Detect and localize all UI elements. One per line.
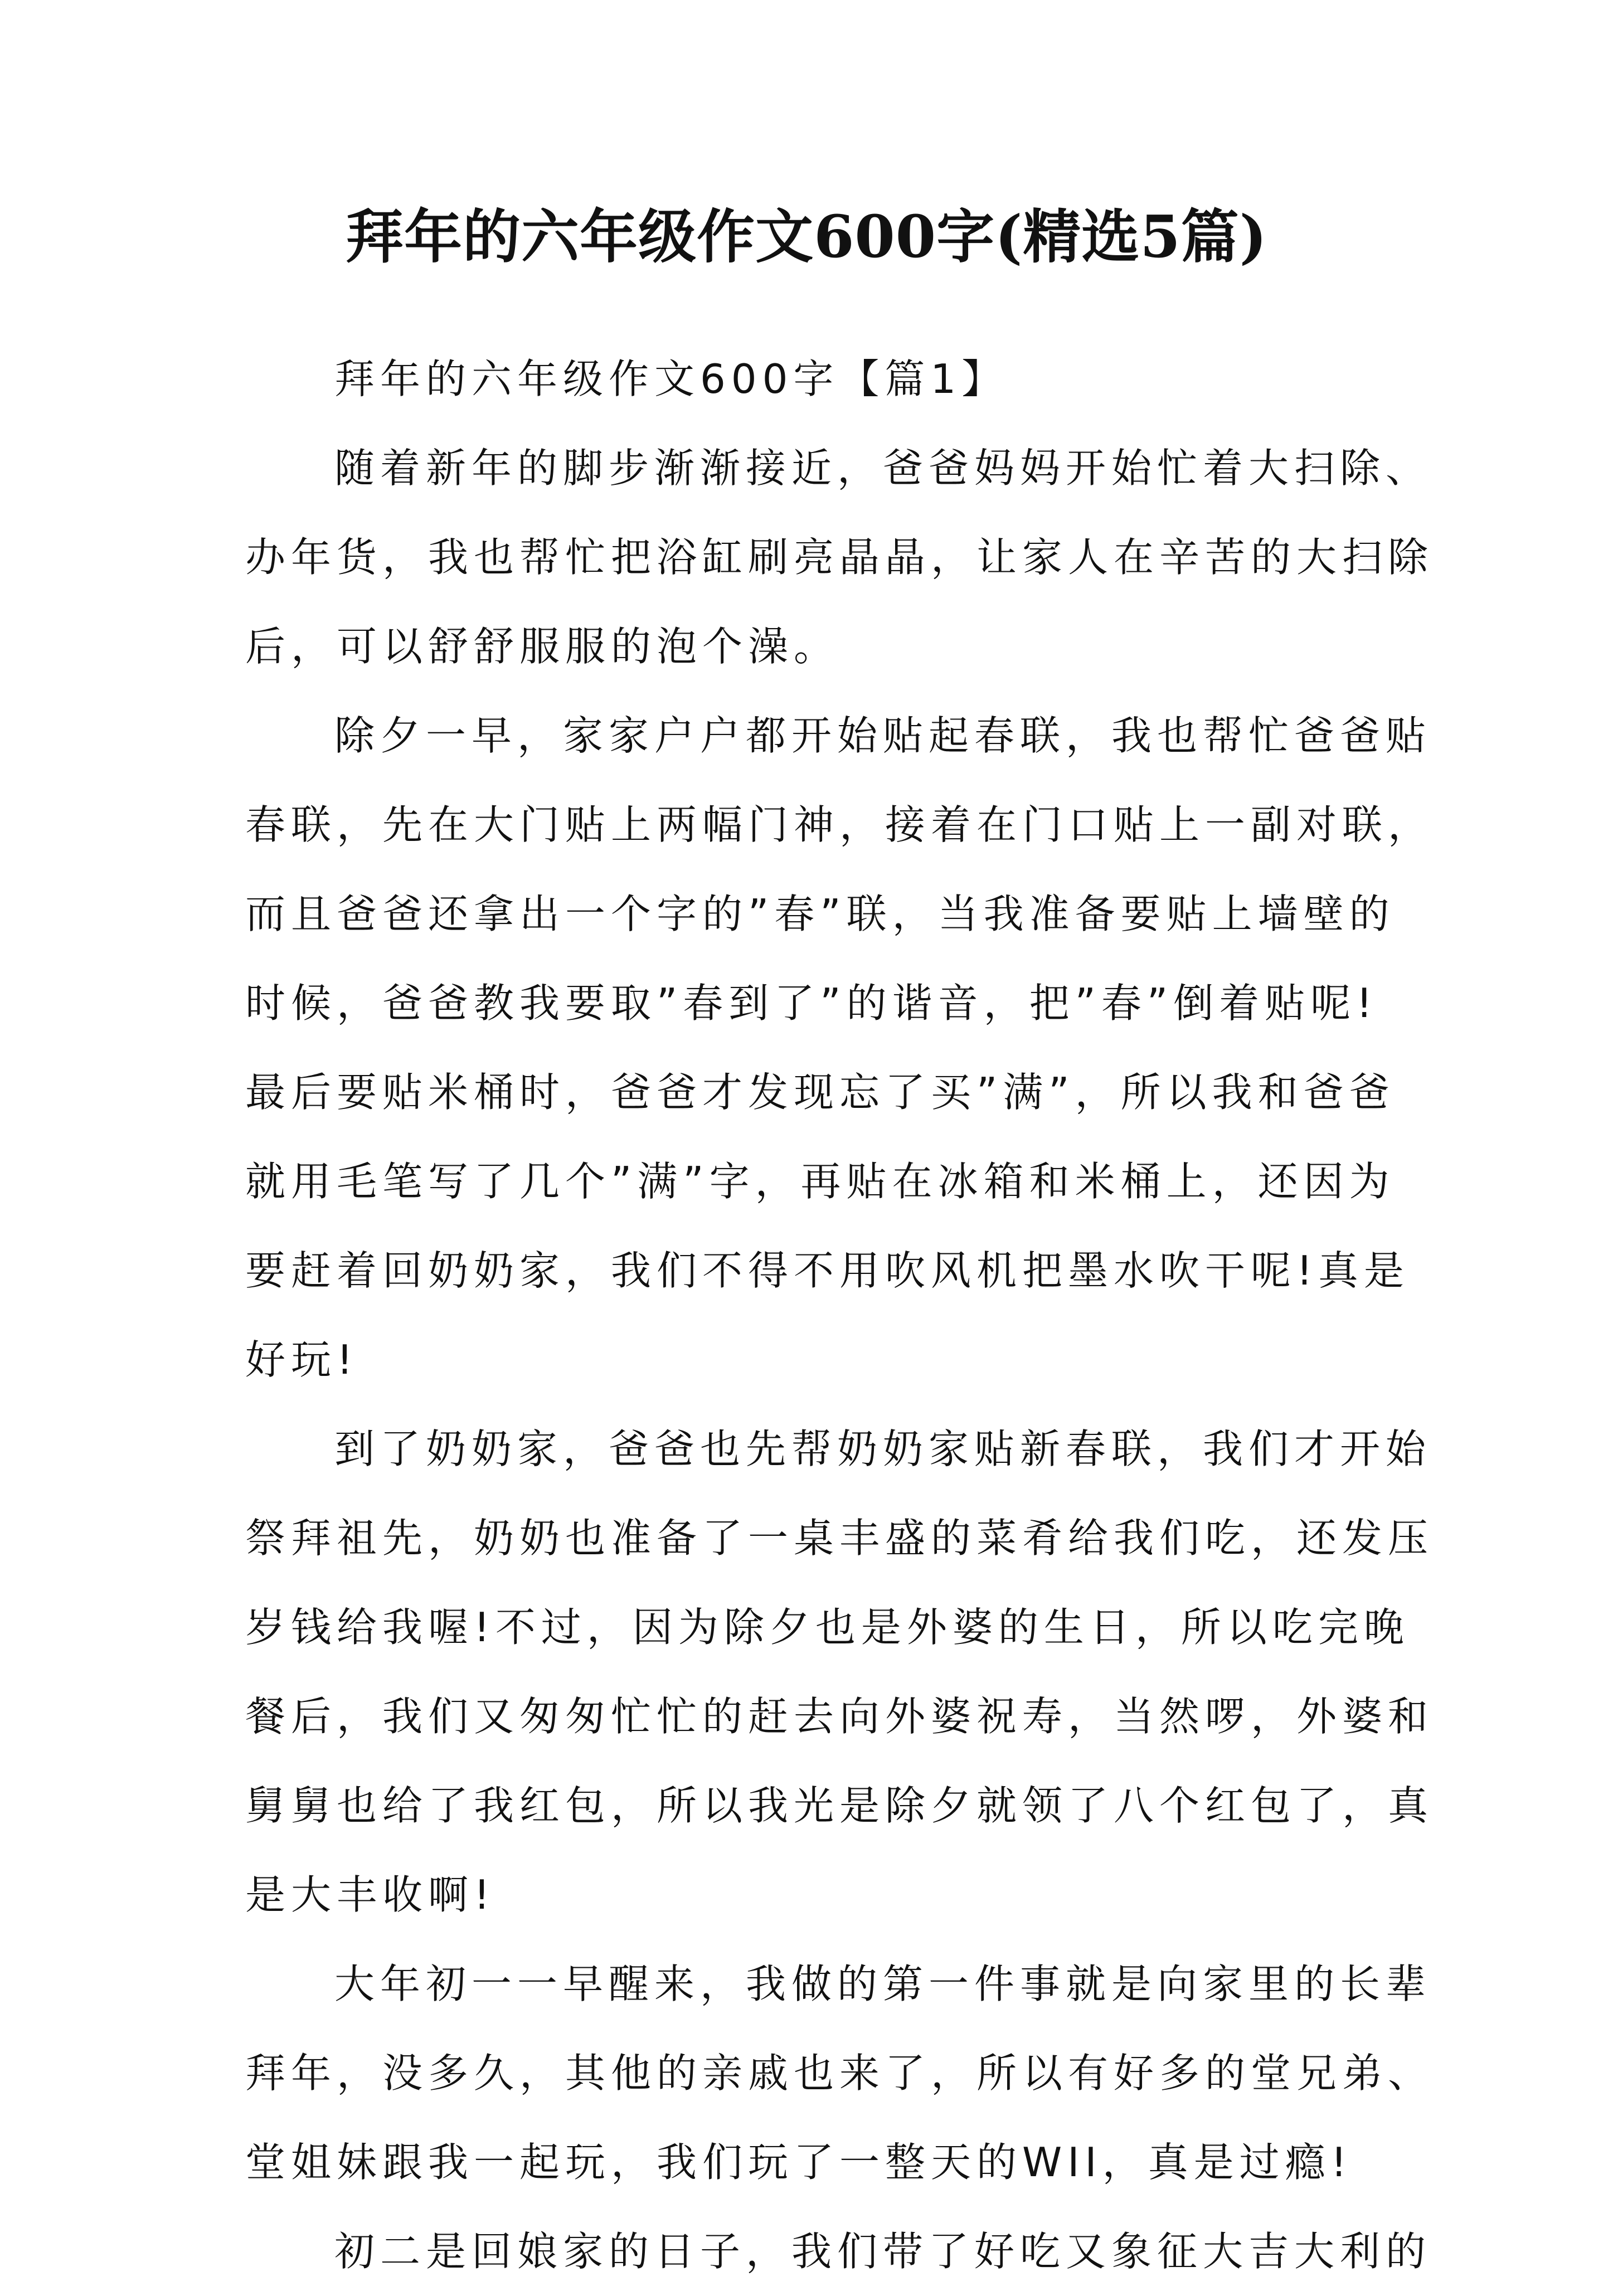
paragraph-line: 是大丰收啊! <box>245 1871 495 1918</box>
paragraph-line: 岁钱给我喔!不过，因为除夕也是外婆的生日，所以吃完晚 <box>245 1604 1410 1651</box>
paragraph-line: 初二是回娘家的日子，我们带了好吃又象征大吉大利的 <box>334 2228 1432 2275</box>
paragraph-line: 春联，先在大门贴上两幅门神，接着在门口贴上一副对联， <box>245 801 1434 848</box>
document-title: 拜年的六年级作文600字(精选5篇) <box>346 202 1267 271</box>
paragraph-line: 要赶着回奶奶家，我们不得不用吹风机把墨水吹干呢!真是 <box>245 1247 1410 1294</box>
paragraph-line: 到了奶奶家，爸爸也先帮奶奶家贴新春联，我们才开始 <box>334 1426 1432 1472</box>
paragraph-line: 后，可以舒舒服服的泡个澡。 <box>245 623 840 670</box>
document-body <box>245 334 1434 2296</box>
paragraph-line: 大年初一一早醒来，我做的第一件事就是向家里的长辈 <box>334 1961 1432 2007</box>
section-heading: 拜年的六年级作文600字【篇1】 <box>334 356 1008 402</box>
paragraph <box>245 1404 1434 1939</box>
paragraph-line: 除夕一早，家家户户都开始贴起春联，我也帮忙爸爸贴 <box>334 712 1432 759</box>
paragraph-line: 餐后，我们又匆匆忙忙的赶去向外婆祝寿，当然啰，外婆和 <box>245 1693 1434 1740</box>
paragraph-line: 舅舅也给了我红包，所以我光是除夕就领了八个红包了，真 <box>245 1782 1434 1829</box>
paragraph <box>245 691 1434 1404</box>
paragraph <box>245 2207 1432 2296</box>
paragraph-line: 时候，爸爸教我要取”春到了”的谐音，把”春”倒着贴呢! <box>245 980 1378 1027</box>
paragraph-line: 祭拜祖先，奶奶也准备了一桌丰盛的菜肴给我们吃，还发压 <box>245 1515 1434 1562</box>
paragraph-line: 而且爸爸还拿出一个字的”春”联，当我准备要贴上墙壁的 <box>245 891 1395 937</box>
paragraph-line: 办年货，我也帮忙把浴缸刷亮晶晶，让家人在辛苦的大扫除 <box>245 534 1434 581</box>
paragraph-line: 就用毛笔写了几个”满”字，再贴在冰箱和米桶上，还因为 <box>245 1158 1395 1205</box>
paragraph-line: 好玩! <box>245 1336 358 1383</box>
paragraph-line: 最后要贴米桶时，爸爸才发现忘了买”满”，所以我和爸爸 <box>245 1069 1395 1116</box>
paragraph-line: 堂姐妹跟我一起玩，我们玩了一整天的WII，真是过瘾! <box>245 2139 1353 2186</box>
paragraph-line: 拜年，没多久，其他的亲戚也来了，所以有好多的堂兄弟、 <box>245 2050 1434 2096</box>
paragraph <box>245 1939 1434 2207</box>
paragraph <box>245 424 1434 691</box>
paragraph-line: 随着新年的脚步渐渐接近，爸爸妈妈开始忙着大扫除、 <box>334 445 1432 492</box>
